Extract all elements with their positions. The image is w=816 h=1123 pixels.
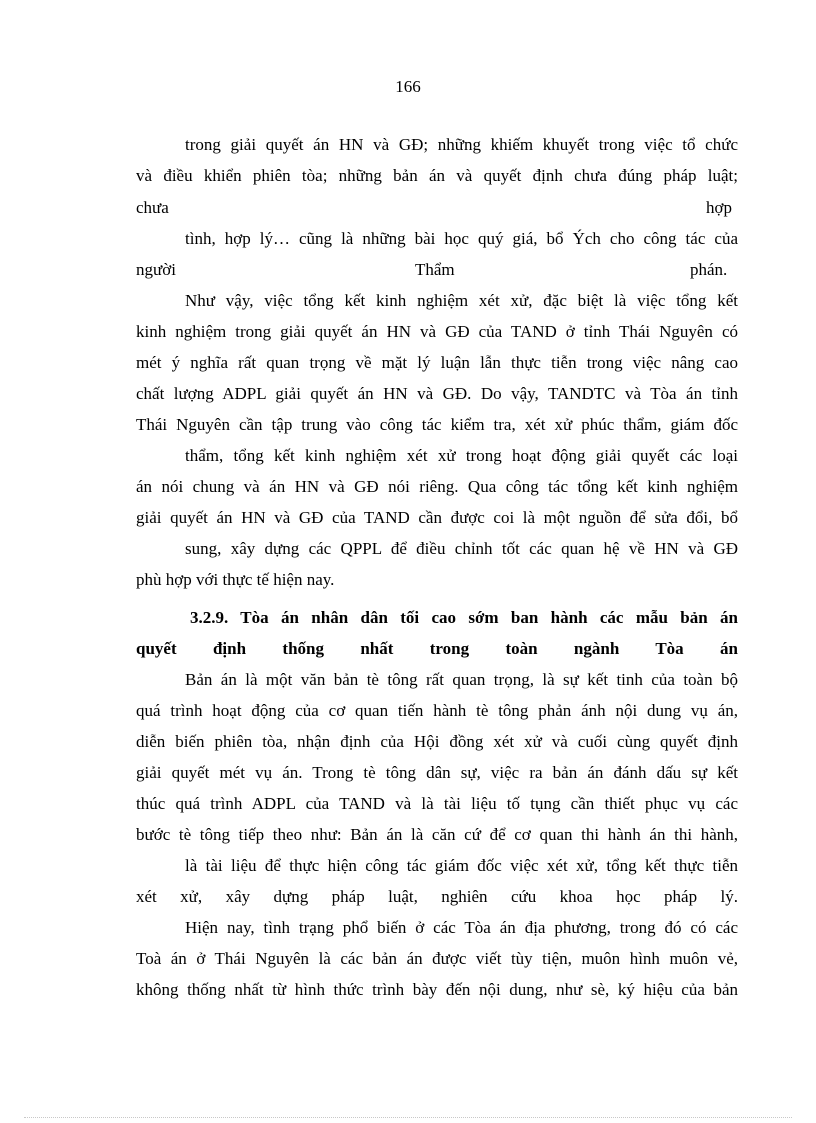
text-line: diễn biến phiên tòa, nhận định của Hội đồng xét xử và cuối cùng quyết định bbox=[136, 732, 738, 751]
text-line: là tài liệu để thực hiện công tác giám đốc việc xét xử, tổng kết thực tiễn bbox=[185, 856, 738, 875]
text-line: thúc quá trình ADPL của TAND và là tài liệu tố tụng cần thiết phục vụ các bbox=[136, 794, 738, 813]
text-line: chất lượng ADPL giải quyết án HN và GĐ. Do vậy, TANDTC và Tòa án tỉnh bbox=[136, 384, 738, 403]
text-line: phù hợp với thực tế hiện nay. bbox=[136, 570, 335, 589]
section-heading: 3.2.9. Tòa án nhân dân tối cao sớm ban hành các mẫu bản án bbox=[190, 608, 738, 627]
text-line: phán. bbox=[690, 260, 728, 279]
text-line: Hiện nay, tình trạng phổ biến ở các Tòa án địa phương, trong đó có các bbox=[185, 918, 738, 937]
text-line: Như vậy, việc tổng kết kinh nghiệm xét xử, đặc biệt là việc tổng kết bbox=[185, 291, 738, 310]
text-line: và điều khiển phiên tòa; những bản án và quyết định chưa đúng pháp luật; bbox=[136, 166, 738, 185]
text-line: Toà án ở Thái Nguyên là các bản án được viết tùy tiện, muôn hình muôn vẻ, bbox=[136, 949, 738, 968]
text-line: kinh nghiệm trong giải quyết án HN và GĐ của TAND ở tỉnh Thái Nguyên có bbox=[136, 322, 738, 341]
page-bottom-divider bbox=[24, 1117, 792, 1118]
text-line: tình, hợp lý… cũng là những bài học quý giá, bổ Ých cho công tác của bbox=[185, 229, 738, 248]
text-line: mét ý nghĩa rất quan trọng về mặt lý luận lẫn thực tiễn trong việc nâng cao bbox=[136, 353, 738, 372]
page-number: 166 bbox=[395, 77, 421, 96]
section-heading: quyết định thống nhất trong toàn ngành Tòa án bbox=[136, 639, 738, 658]
text-line: người bbox=[136, 260, 176, 279]
text-line: thẩm, tổng kết kinh nghiệm xét xử trong hoạt động giải quyết các loại bbox=[185, 446, 738, 465]
text-line: trong giải quyết án HN và GĐ; những khiếm khuyết trong việc tổ chức bbox=[185, 135, 738, 154]
text-line: Thẩm bbox=[415, 260, 455, 279]
text-line: sung, xây dựng các QPPL để điều chỉnh tốt các quan hệ về HN và GĐ bbox=[185, 539, 738, 558]
text-line: không thống nhất từ hình thức trình bày đến nội dung, như sè, ký hiệu của bản bbox=[136, 980, 738, 999]
text-line: xét xử, xây dựng pháp luật, nghiên cứu khoa học pháp lý. bbox=[136, 887, 738, 906]
text-line: Thái Nguyên cần tập trung vào công tác kiểm tra, xét xử phúc thẩm, giám đốc bbox=[136, 415, 738, 434]
text-line: giải quyết mét vụ án. Trong tè tông dân sự, việc ra bản án đánh dấu sự kết bbox=[136, 763, 738, 782]
text-line: quá trình hoạt động của cơ quan tiến hành tè tông phản ánh nội dung vụ án, bbox=[136, 701, 738, 720]
text-line: hợp bbox=[706, 198, 732, 217]
text-line: bước tè tông tiếp theo như: Bản án là căn cứ để cơ quan thi hành án thi hành, bbox=[136, 825, 738, 844]
text-line: giải quyết án HN và GĐ của TAND cần được coi là một nguồn để sửa đổi, bổ bbox=[136, 508, 738, 527]
text-line: Bản án là một văn bản tè tông rất quan trọng, là sự kết tinh của toàn bộ bbox=[185, 670, 738, 689]
text-line: án nói chung và án HN và GĐ nói riêng. Qua công tác tổng kết kinh nghiệm bbox=[136, 477, 738, 496]
text-line: chưa bbox=[136, 198, 169, 217]
